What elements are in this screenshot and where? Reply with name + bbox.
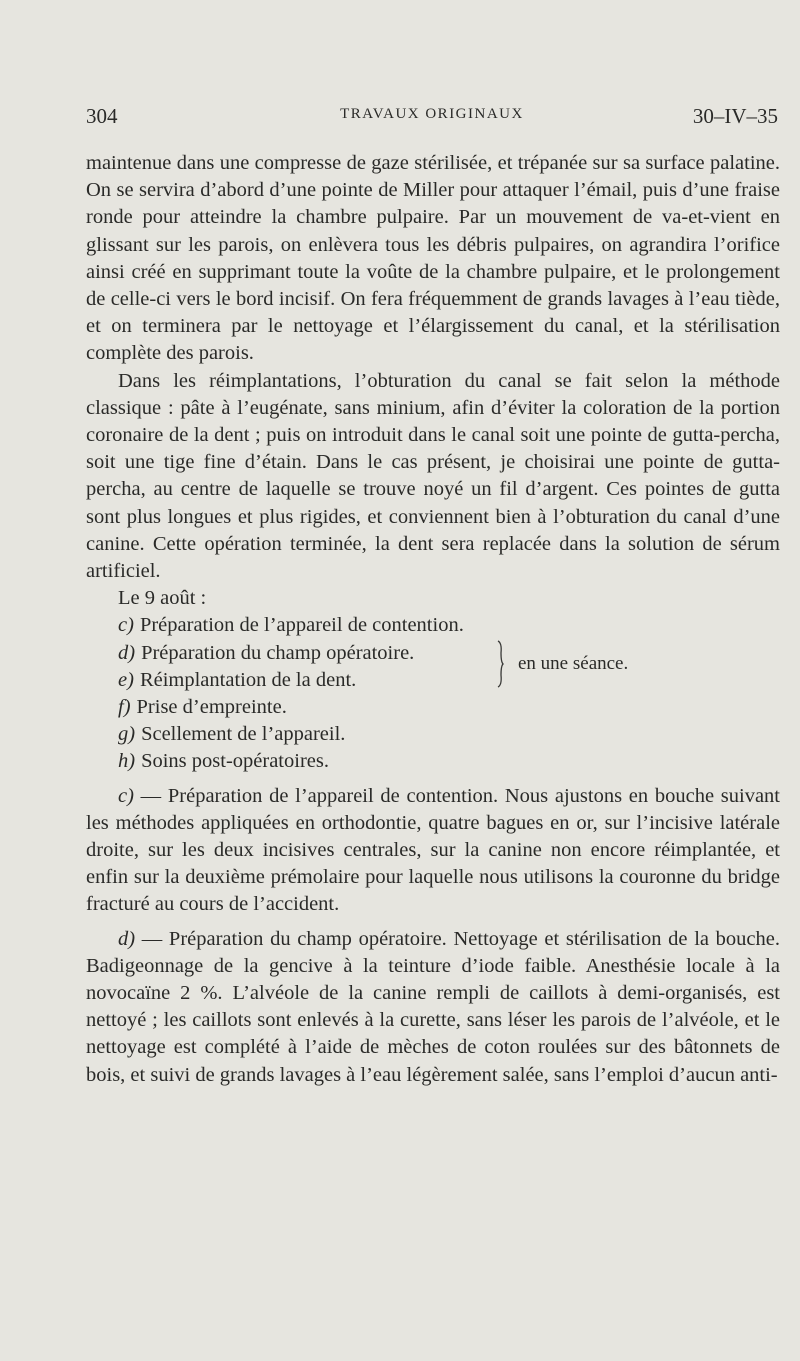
- list-item-text: Préparation du champ opératoire.: [141, 641, 415, 664]
- section-label: d): [118, 927, 136, 950]
- list-item-text: Scellement de l’appareil.: [141, 723, 346, 746]
- section-text: — Préparation du champ opératoire. Nettoyage et stérilisation de la bouche. Badigeonnage de la gencive à la teinture d’iode faible. Anesthésie locale à la novocaïne 2 %. L’alvéole de la canine rempli de caillots à demi-organisés, est nettoyé ; les caillots sont enlevés à la curette, sans léser les parois de l’alvéole, et le nettoyage est complété à l’aide de mèches de coton roulées sur des bâtonnets de bois, et suivi de grands lavages à l’eau légèrement salée, sans l’emploi d’aucun anti-: [86, 927, 780, 1086]
- list-item: [86, 667, 780, 694]
- steps-list-block: [86, 612, 780, 775]
- list-item-text: Réimplantation de la dent.: [139, 668, 357, 691]
- section-contention: [86, 783, 780, 919]
- list-item-label: g): [118, 723, 136, 746]
- steps-list: [86, 612, 780, 775]
- section-text: — Préparation de l’appareil de contention. Nous ajustons en bouche suivant les méthodes appliquées en orthodontie, quatre bagues en or, sur l’incisive latérale droite, sur les deux incisives centrales, sur la canine non encore réimplantée, et enfin sur la deuxième prémolaire pour laquelle nous utilisons la couronne du bridge fracturé au cours de l’accident.: [86, 784, 780, 916]
- brace-note: en une séance.: [518, 653, 629, 675]
- list-item-label: d): [118, 641, 136, 664]
- list-item-text: Soins post-opératoires.: [141, 750, 329, 773]
- list-item-text: Préparation de l’appareil de contention.: [139, 614, 464, 637]
- list-item-label: h): [118, 750, 136, 773]
- list-item-label: c): [118, 614, 134, 637]
- page-header: [86, 100, 778, 130]
- list-item: [86, 694, 780, 721]
- list-intro: Le 9 août :: [118, 587, 207, 610]
- list-item: [86, 640, 780, 667]
- paragraph-obturation: Dans les réimplantations, l’obturation du canal se fait selon la méthode classique : pâte à l’eugénate, sans minium, afin d’éviter la coloration de la portion coronaire de la dent ; puis on introduit dans le canal soit une pointe de gutta-percha, soit une tige fine d’étain. Dans le cas présent, je choisirai une pointe de gutta-percha, au centre de laquelle se trouve noyé un fil d’argent. Ces pointes de gutta sont plus longues et plus rigides, et conviennent bien à l’obturation du canal d’une canine. Cette opération terminée, la dent sera replacée dans la solution de sérum artificiel.: [86, 369, 780, 583]
- list-item-text: Prise d’empreinte.: [136, 696, 287, 719]
- header-date: 30–IV–35: [692, 104, 778, 128]
- section-label: c): [118, 784, 134, 807]
- list-item-label: e): [118, 668, 134, 691]
- list-item: [86, 748, 780, 775]
- section-champ-operatoire: [86, 926, 780, 1089]
- list-item: [86, 721, 780, 748]
- list-item: [86, 612, 780, 639]
- paragraph-continued: maintenue dans une compresse de gaze stérilisée, et trépanée sur sa surface palatine. On se servira d’abord d’une pointe de Miller pour attaquer l’émail, puis d’une fraise ronde pour atteindre la chambre pulpaire. Par un mouvement de va-et-vient en glissant sur les parois, on enlèvera tous les débris pulpaires, on agrandira l’orifice ainsi créé en supprimant toute la voûte de la chambre pulpaire, et le prolongement de celle-ci vers le bord incisif. On fera fréquemment de grands lavages à l’eau tiède, et on terminera par le nettoyage et l’élargissement du canal, et la stérilisation complète des parois.: [86, 152, 780, 365]
- page-number: 304: [86, 104, 118, 128]
- running-title: TRAVAUX ORIGINAUX: [340, 106, 524, 122]
- list-item-label: f): [118, 696, 131, 719]
- brace-icon: [496, 639, 504, 689]
- page-body: [86, 150, 780, 1089]
